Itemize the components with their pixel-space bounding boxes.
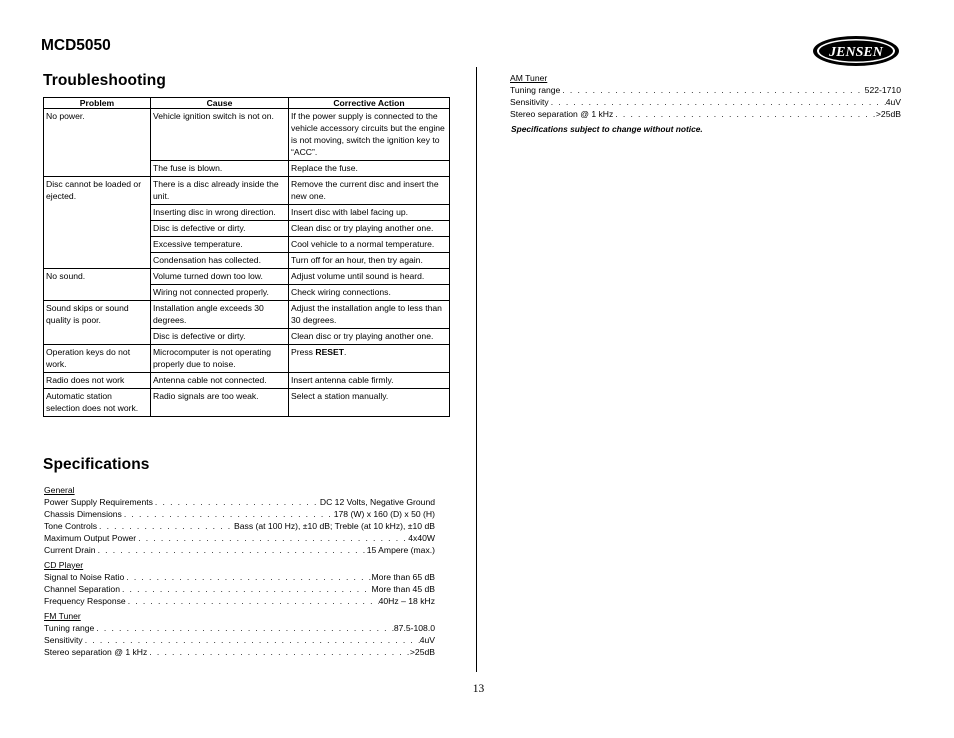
cause-cell: Disc is defective or dirty. xyxy=(151,221,289,237)
spec-label: Sensitivity xyxy=(44,635,83,645)
action-suffix: . xyxy=(344,347,347,357)
spec-label: Signal to Noise Ratio xyxy=(44,572,125,582)
spec-label: Current Drain xyxy=(44,545,96,555)
general-title: General xyxy=(44,485,75,495)
leader-dots xyxy=(97,520,234,532)
leader-dots xyxy=(83,634,420,646)
specs-note: Specifications subject to change without notice. xyxy=(511,124,703,134)
spec-value: 4uV xyxy=(419,635,435,645)
action-cell: Insert disc with label facing up. xyxy=(289,205,450,221)
jensen-logo xyxy=(812,35,900,67)
spec-label: Chassis Dimensions xyxy=(44,509,122,519)
table-row xyxy=(44,345,450,373)
specs-right-column xyxy=(510,69,901,120)
action-cell: If the power supply is connected to the vehicle accessory circuits but the engine is not moving, switch the ignition key to “ACC”. xyxy=(289,109,450,161)
column-header: Cause xyxy=(151,98,289,109)
leader-dots xyxy=(120,583,371,595)
spec-row xyxy=(510,108,901,120)
leader-dots xyxy=(94,622,394,634)
specs-left-column xyxy=(44,481,435,658)
cause-cell: Radio signals are too weak. xyxy=(151,389,289,417)
spec-value: 40Hz – 18 kHz xyxy=(378,596,435,606)
spec-label: Channel Separation xyxy=(44,584,120,594)
cause-cell: The fuse is blown. xyxy=(151,161,289,177)
problem-cell: No power. xyxy=(44,109,151,177)
cause-cell: Disc is defective or dirty. xyxy=(151,329,289,345)
spec-row xyxy=(44,622,435,634)
cd-player-title: CD Player xyxy=(44,560,84,570)
action-cell: Clean disc or try playing another one. xyxy=(289,221,450,237)
leader-dots xyxy=(136,532,408,544)
leader-dots xyxy=(613,108,876,120)
cause-cell: Condensation has collected. xyxy=(151,253,289,269)
page-number xyxy=(0,683,954,695)
cause-cell: Wiring not connected properly. xyxy=(151,285,289,301)
cause-cell: Installation angle exceeds 30 degrees. xyxy=(151,301,289,329)
am-tuner-title: AM Tuner xyxy=(510,73,548,83)
spec-row xyxy=(44,595,435,607)
leader-dots xyxy=(147,646,410,658)
spec-row xyxy=(510,96,901,108)
action-prefix: Press xyxy=(291,347,316,357)
spec-value: 178 (W) x 160 (D) x 50 (H) xyxy=(333,509,435,519)
table-row xyxy=(44,389,450,417)
action-cell: Turn off for an hour, then try again. xyxy=(289,253,450,269)
model-name: MCD5050 xyxy=(41,37,111,54)
spec-row xyxy=(44,544,435,556)
cause-cell: Vehicle ignition switch is not on. xyxy=(151,109,289,161)
spec-value: 4x40W xyxy=(408,533,435,543)
cause-cell: Volume turned down too low. xyxy=(151,269,289,285)
table-row xyxy=(44,373,450,389)
leader-dots xyxy=(126,595,379,607)
spec-row xyxy=(44,583,435,595)
leader-dots xyxy=(549,96,886,108)
spec-value: 4uV xyxy=(885,97,901,107)
spec-value: 15 Ampere (max.) xyxy=(366,545,435,555)
reset-keyword: RESET xyxy=(315,347,345,357)
problem-cell: Disc cannot be loaded or ejected. xyxy=(44,177,151,269)
problem-cell: Automatic station selection does not work. xyxy=(44,389,151,417)
problem-cell: Radio does not work xyxy=(44,373,151,389)
spec-label: Frequency Response xyxy=(44,596,126,606)
problem-cell: Sound skips or sound quality is poor. xyxy=(44,301,151,345)
spec-value: 522-1710 xyxy=(864,85,901,95)
specifications-heading: Specifications xyxy=(43,456,150,473)
spec-value: >25dB xyxy=(409,647,435,657)
problem-cell: No sound. xyxy=(44,269,151,301)
spec-value: >25dB xyxy=(875,109,901,119)
leader-dots xyxy=(122,508,334,520)
problem-cell: Operation keys do not work. xyxy=(44,345,151,373)
spec-row xyxy=(510,84,901,96)
column-divider xyxy=(476,67,477,672)
spec-row xyxy=(44,520,435,532)
action-cell: Replace the fuse. xyxy=(289,161,450,177)
spec-label: Stereo separation @ 1 kHz xyxy=(510,109,614,119)
spec-label: Tuning range xyxy=(44,623,95,633)
action-cell: Select a station manually. xyxy=(289,389,450,417)
action-cell: Remove the current disc and insert the new one. xyxy=(289,177,450,205)
cause-cell: Antenna cable not connected. xyxy=(151,373,289,389)
action-cell: Insert antenna cable firmly. xyxy=(289,373,450,389)
leader-dots xyxy=(124,571,371,583)
spec-label: Stereo separation @ 1 kHz xyxy=(44,647,148,657)
action-cell: Check wiring connections. xyxy=(289,285,450,301)
spec-row xyxy=(44,508,435,520)
leader-dots xyxy=(153,496,320,508)
table-row xyxy=(44,301,450,329)
action-cell: Adjust volume until sound is heard. xyxy=(289,269,450,285)
spec-row xyxy=(44,634,435,646)
table-header-row xyxy=(44,98,450,109)
spec-value: More than 45 dB xyxy=(371,584,435,594)
spec-value: Bass (at 100 Hz), ±10 dB; Treble (at 10 kHz), ±10 dB xyxy=(234,521,435,531)
troubleshooting-heading: Troubleshooting xyxy=(43,72,166,89)
spec-label: Tone Controls xyxy=(44,521,98,531)
cause-cell: Microcomputer is not operating properly due to noise. xyxy=(151,345,289,373)
action-cell xyxy=(289,345,450,373)
cause-cell: Excessive temperature. xyxy=(151,237,289,253)
spec-label: Sensitivity xyxy=(510,97,549,107)
table-row xyxy=(44,177,450,205)
spec-row xyxy=(44,496,435,508)
troubleshooting-table xyxy=(43,97,450,417)
fm-tuner-title: FM Tuner xyxy=(44,611,81,621)
spec-value: 87.5-108.0 xyxy=(393,623,435,633)
action-cell: Clean disc or try playing another one. xyxy=(289,329,450,345)
column-header: Problem xyxy=(44,98,151,109)
spec-label: Tuning range xyxy=(510,85,561,95)
table-row xyxy=(44,269,450,285)
spec-value: DC 12 Volts, Negative Ground xyxy=(319,497,435,507)
action-cell: Adjust the installation angle to less than 30 degrees. xyxy=(289,301,450,329)
table-row xyxy=(44,109,450,161)
leader-dots xyxy=(560,84,864,96)
spec-row xyxy=(44,532,435,544)
cause-cell: Inserting disc in wrong direction. xyxy=(151,205,289,221)
action-cell: Cool vehicle to a normal temperature. xyxy=(289,237,450,253)
column-header: Corrective Action xyxy=(289,98,450,109)
cause-cell: There is a disc already inside the unit. xyxy=(151,177,289,205)
spec-label: Power Supply Requirements xyxy=(44,497,153,507)
spec-row xyxy=(44,646,435,658)
page-number-text: 13 xyxy=(472,683,485,695)
spec-label: Maximum Output Power xyxy=(44,533,137,543)
svg-text:JENSEN: JENSEN xyxy=(829,45,883,60)
spec-row xyxy=(44,571,435,583)
spec-value: More than 65 dB xyxy=(371,572,435,582)
leader-dots xyxy=(96,544,367,556)
